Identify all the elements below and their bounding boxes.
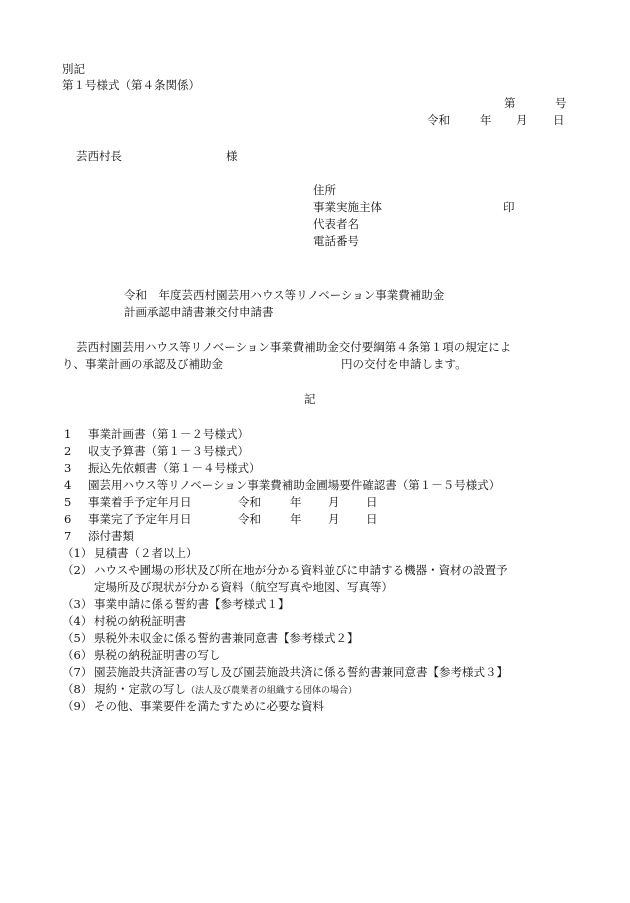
- list-item: 3 振込先依頼書（第１－４号様式）: [64, 461, 261, 475]
- body-line-2b: 円の交付を申請します。: [341, 357, 467, 371]
- attachment-item-continuation: 定場所及び現状が分かる資料（航空写真や地図、写真等）: [94, 580, 393, 594]
- attachment-item: （5） 県税外未収金に係る誓約書兼同意書【参考様式２】: [62, 631, 359, 645]
- attachment-item: （4） 村税の納税証明書: [62, 614, 186, 628]
- addressee-honorific: 様: [226, 149, 238, 163]
- ki-heading: 記: [304, 392, 316, 406]
- attachment-item: （9） その他、事業要件を満たすために必要な資料: [62, 699, 324, 713]
- end-date-month: 月: [328, 512, 340, 526]
- attachment-item: （6） 県税の納税証明書の写し: [62, 648, 221, 662]
- applicant-address-label: 住所: [313, 183, 336, 197]
- applicant-phone-label: 電話番号: [313, 234, 359, 248]
- attachment-item: （7） 園芸施設共済証書の写し及び園芸施設共済に係る誓約書兼同意書【参考様式３】: [62, 665, 508, 679]
- list-item-end-date: 6 事業完了予定年月日: [64, 512, 192, 526]
- applicant-representative-label: 代表者名: [313, 217, 359, 231]
- start-date-day: 日: [366, 495, 378, 509]
- attachment-item: （2） ハウスや圃場の形状及び所在地が分かる資料並びに申請する機器・資材の設置予: [62, 563, 508, 577]
- end-date-year: 年: [290, 512, 302, 526]
- start-date-year: 年: [290, 495, 302, 509]
- date-reiwa: 令和: [427, 113, 450, 127]
- date-month: 月: [516, 113, 528, 127]
- list-item-attachments: 7 添付書類: [64, 529, 134, 543]
- list-item: 4 園芸用ハウス等リノベーション事業費補助金圃場要件確認書（第１－５号様式）: [64, 478, 501, 492]
- body-line-1: 芸西村園芸用ハウス等リノベーション事業費補助金交付要綱第４条第１項の規定によ: [76, 340, 512, 354]
- list-item: 2 収支予算書（第１－３号様式）: [64, 444, 249, 458]
- addressee-name: 芸西村長: [76, 149, 122, 163]
- title-line-2: 計画承認申請書兼交付申請書: [124, 305, 274, 319]
- end-date-reiwa: 令和: [238, 512, 261, 526]
- list-item-start-date: 5 事業着手予定年月日: [64, 495, 192, 509]
- end-date-day: 日: [366, 512, 378, 526]
- attachment-note: （法人及び農業者の組織する団体の場合）: [186, 686, 358, 696]
- seal-mark: 印: [503, 200, 515, 214]
- body-line-2a: り、事業計画の承認及び補助金: [62, 357, 223, 371]
- attachment-item: （8） 規約・定款の写し（法人及び農業者の組織する団体の場合）: [62, 682, 358, 696]
- form-number: 第１号様式（第４条関係）: [62, 78, 200, 92]
- doc-number-dai: 第: [504, 96, 516, 110]
- applicant-entity-label: 事業実施主体: [313, 200, 382, 214]
- list-item: 1 事業計画書（第１－２号様式）: [64, 427, 249, 441]
- attachment-item: （3） 事業申請に係る誓約書【参考様式１】: [62, 597, 290, 611]
- doc-number-go: 号: [555, 96, 567, 110]
- attachment-item: （1） 見積書（２者以上）: [62, 546, 198, 560]
- start-date-month: 月: [328, 495, 340, 509]
- date-year: 年: [480, 113, 492, 127]
- start-date-reiwa: 令和: [238, 495, 261, 509]
- title-line-1: 令和 年度芸西村園芸用ハウス等リノベーション事業費補助金: [124, 288, 445, 302]
- date-day: 日: [553, 113, 565, 127]
- appendix-label: 別記: [62, 62, 85, 76]
